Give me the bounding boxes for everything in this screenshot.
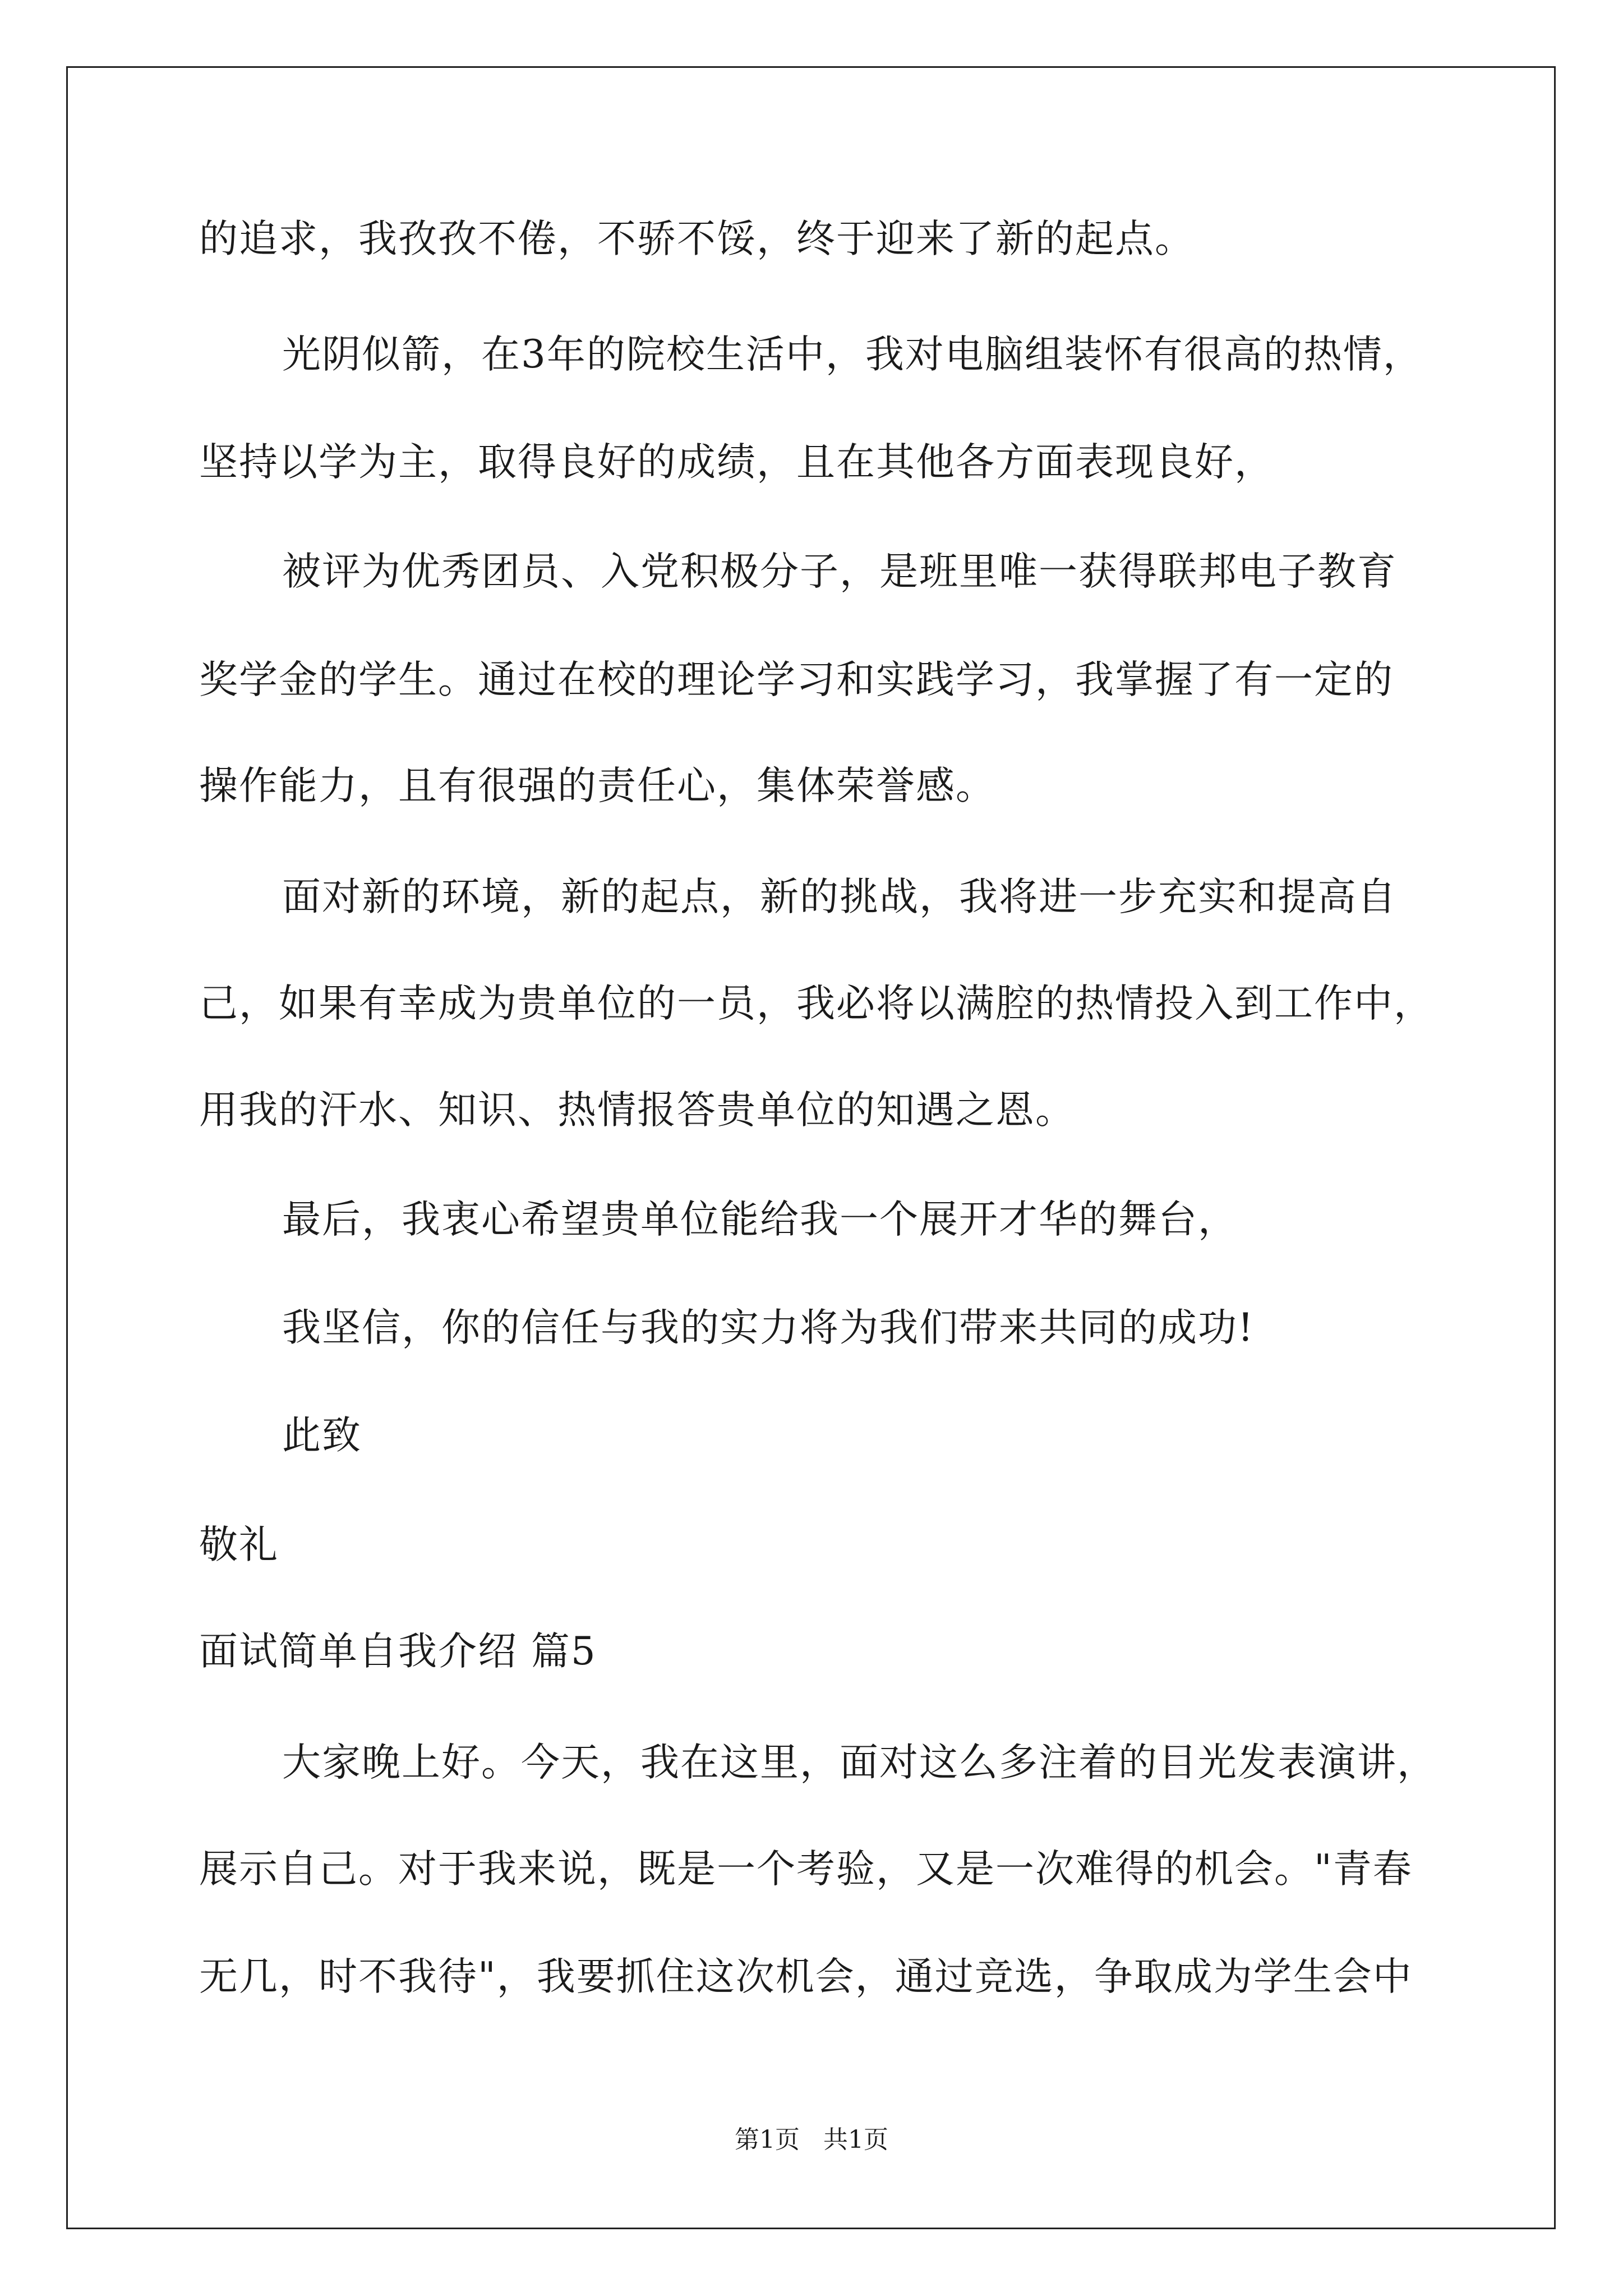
page-number: 第1页	[735, 2125, 800, 2154]
page-frame	[66, 66, 1556, 2229]
text-line: 奖学金的学生。通过在校的理论学习和实践学习，我掌握了有一定的	[199, 657, 1394, 702]
text-line: 用我的汗水、知识、热情报答贵单位的知遇之恩。	[199, 1088, 1075, 1133]
closing-regards: 敬礼	[199, 1522, 279, 1567]
page-footer	[0, 2119, 1623, 2155]
closing-salutation: 此致	[282, 1413, 362, 1458]
text-line: 最后，我衷心希望贵单位能给我一个展开才华的舞台，	[282, 1197, 1238, 1242]
text-line: 无几，时不我待"，我要抓住这次机会，通过竞选，争取成为学生会中	[199, 1954, 1413, 1999]
text-line: 大家晚上好。今天，我在这里，面对这么多注着的目光发表演讲，	[282, 1740, 1437, 1785]
section-heading: 面试简单自我介绍 篇5	[199, 1629, 597, 1674]
text-line: 的追求，我孜孜不倦，不骄不馁，终于迎来了新的起点。	[199, 217, 1195, 261]
page-total: 共1页	[823, 2125, 888, 2154]
text-line: 展示自己。对于我来说，既是一个考验，又是一次难得的机会。"青春	[199, 1847, 1413, 1892]
text-line: 光阴似箭，在3年的院校生活中，我对电脑组装怀有很高的热情，	[282, 332, 1423, 377]
text-line: 被评为优秀团员、入党积极分子，是班里唯一获得联邦电子教育	[282, 549, 1397, 594]
text-line: 操作能力，且有很强的责任心，集体荣誉感。	[199, 763, 995, 808]
text-line: 我坚信，你的信任与我的实力将为我们带来共同的成功!	[282, 1305, 1255, 1350]
text-line: 坚持以学为主，取得良好的成绩，且在其他各方面表现良好，	[199, 440, 1274, 485]
text-line: 面对新的环境，新的起点，新的挑战，我将进一步充实和提高自	[282, 875, 1397, 919]
text-line: 己，如果有幸成为贵单位的一员，我必将以满腔的热情投入到工作中，	[199, 981, 1433, 1026]
